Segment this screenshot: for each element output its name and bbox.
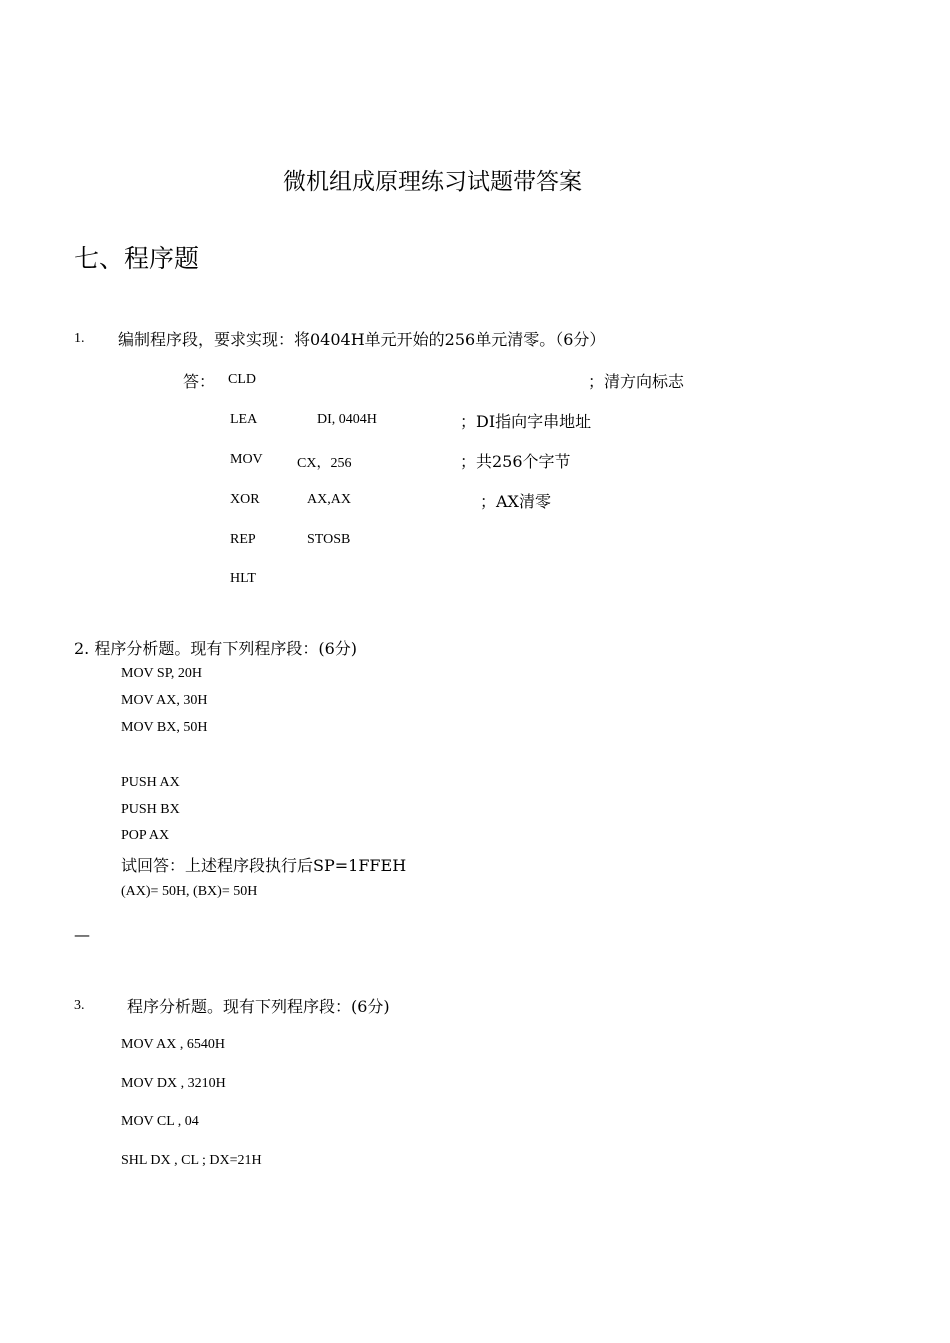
q1-arg-5: STOSB bbox=[307, 532, 351, 547]
divider-dash: — bbox=[74, 925, 90, 944]
q3-number: 3. bbox=[74, 998, 85, 1013]
q2-answer-text: 试回答：上述程序段执行后SP=1FFEH bbox=[121, 856, 407, 875]
q2-code-line: PUSH BX bbox=[121, 802, 180, 817]
q1-arg-2: DI, 0404H bbox=[317, 412, 377, 427]
q1-arg-3: CX，256 bbox=[297, 456, 352, 471]
q1-comment-1: ；清方向标志 bbox=[588, 372, 685, 391]
q1-comment-2: ；DI指向字串地址 bbox=[460, 412, 592, 431]
q2-code-line: MOV AX, 30H bbox=[121, 693, 208, 708]
q1-op-1: CLD bbox=[228, 372, 256, 387]
q1-arg-4: AX,AX bbox=[307, 492, 351, 507]
q3-text: 程序分析题。现有下列程序段：(6分) bbox=[127, 997, 390, 1016]
q1-answer-label: 答： bbox=[183, 372, 216, 391]
q2-code-line: MOV BX, 50H bbox=[121, 720, 208, 735]
q3-code-line: MOV AX , 6540H bbox=[121, 1037, 225, 1052]
q1-comment-3: ；共256个字节 bbox=[460, 452, 571, 471]
q1-number: 1. bbox=[74, 331, 85, 346]
q2-code-line: POP AX bbox=[121, 828, 170, 843]
section-heading: 七、程序题 bbox=[74, 244, 200, 273]
q1-op-2: LEA bbox=[230, 412, 258, 427]
q2-heading: 2. 程序分析题。现有下列程序段：(6分) bbox=[74, 639, 358, 658]
q1-comment-4: ；AX清零 bbox=[480, 492, 551, 511]
q1-op-5: REP bbox=[230, 532, 256, 547]
q2-code-line: MOV SP, 20H bbox=[121, 666, 203, 681]
q1-op-4: XOR bbox=[230, 492, 260, 507]
q3-code-line: MOV DX , 3210H bbox=[121, 1076, 226, 1091]
q1-op-6: HLT bbox=[230, 571, 256, 586]
q3-code-line: MOV CL , 04 bbox=[121, 1114, 199, 1129]
q2-code-line: PUSH AX bbox=[121, 775, 180, 790]
page-title: 微机组成原理练习试题带答案 bbox=[283, 169, 582, 195]
q1-text: 编制程序段，要求实现：将0404H单元开始的256单元清零。（6分） bbox=[118, 330, 606, 349]
q2-result: (AX)= 50H, (BX)= 50H bbox=[121, 884, 258, 899]
q3-code-line: SHL DX , CL ; DX=21H bbox=[121, 1153, 262, 1168]
q1-op-3: MOV bbox=[230, 452, 263, 467]
